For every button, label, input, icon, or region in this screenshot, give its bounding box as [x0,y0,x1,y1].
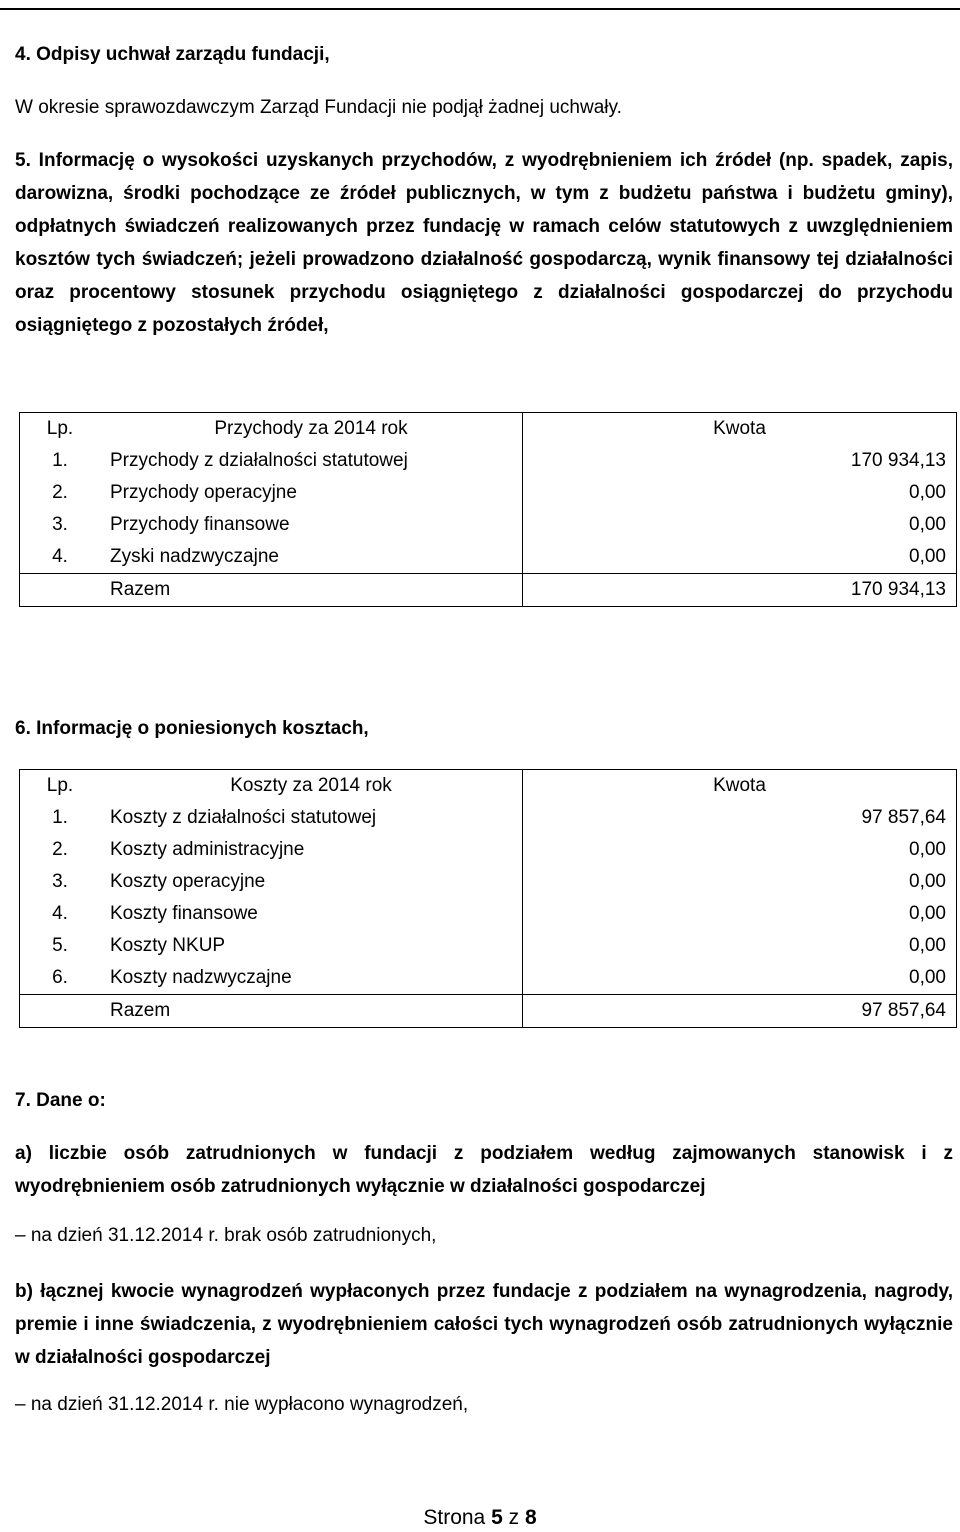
row-lp: 5. [20,930,101,962]
row-lp: 4. [20,541,101,574]
row-amount: 0,00 [523,898,957,930]
section-7b-answer: – na dzień 31.12.2014 r. nie wypłacono wynagrodzeń, [15,1394,469,1415]
table-row [20,541,957,574]
row-amount: 0,00 [523,477,957,509]
row-amount: 0,00 [523,962,957,995]
section-7-heading: 7. Dane o: [15,1090,106,1111]
total-label: Razem [100,995,523,1028]
row-lp: 2. [20,477,101,509]
page-footer [0,1506,960,1530]
row-name: Przychody finansowe [110,514,290,535]
row-name: Koszty NKUP [110,935,226,956]
footer-mid: z [502,1506,525,1529]
revenue-table [19,412,957,607]
table-header-row [20,770,957,803]
section-7a-text: a) liczbie osób zatrudnionych w fundacji z podziałem według zajmowanych stanowisk i z wyodrębnieniem osób zatrudnionych wyłącznie w działalności gospodarczej [15,1143,953,1197]
row-amount: 0,00 [523,930,957,962]
row-lp: 3. [20,866,101,898]
table-header-row [20,413,957,446]
row-lp: 1. [20,802,101,834]
row-amount: 0,00 [523,541,957,574]
section-5-heading: 5. Informację o wysokości uzyskanych przychodów, z wyodrębnieniem ich źródeł (np. spadek, zapis, darowizna, środki pochodzące ze źródeł publicznych, w tym z budżetu państwa i budżetu gminy), odpłatnych świadczeń realizowanych przez fundację w ramach celów statutowych z uwzględnieniem kosztów tych świadczeń; jeżeli prowadzono działalność gospodarczą, wynik finansowy tej działalności oraz procentowy stosunek przychodu osiągniętego z działalności gospodarczej do przychodu osiągniętego z pozostałych źródeł, [15,150,953,336]
header-lp: Lp. [20,770,101,803]
row-amount: 0,00 [523,834,957,866]
table-row [20,802,957,834]
top-rule [0,8,960,10]
table-row [20,509,957,541]
table-row [20,477,957,509]
row-lp: 4. [20,898,101,930]
row-name: Koszty z działalności statutowej [110,807,377,828]
table-row [20,898,957,930]
total-amount: 97 857,64 [523,995,957,1028]
footer-prefix: Strona [423,1506,492,1529]
table-row [20,866,957,898]
row-amount: 0,00 [523,509,957,541]
row-name: Przychody z działalności statutowej [110,450,408,471]
row-name: Przychody operacyjne [110,482,297,503]
header-name: Przychody za 2014 rok [100,413,523,446]
table-total-row [20,574,957,607]
header-amount: Kwota [523,770,957,803]
total-amount: 170 934,13 [523,574,957,607]
row-lp: 1. [20,445,101,477]
table-row [20,962,957,995]
header-lp: Lp. [20,413,101,446]
row-lp: 3. [20,509,101,541]
costs-table [19,769,957,1028]
header-amount: Kwota [523,413,957,446]
section-4-heading: 4. Odpisy uchwał zarządu fundacji, [15,44,330,65]
row-amount: 97 857,64 [523,802,957,834]
table-total-row [20,995,957,1028]
footer-page-total: 8 [524,1506,537,1529]
row-lp: 2. [20,834,101,866]
table-row [20,834,957,866]
total-lp [20,995,101,1028]
table-row [20,445,957,477]
total-lp [20,574,101,607]
row-name: Zyski nadzwyczajne [110,546,279,567]
row-lp: 6. [20,962,101,995]
total-label: Razem [100,574,523,607]
header-name: Koszty za 2014 rok [100,770,523,803]
section-7a-answer: – na dzień 31.12.2014 r. brak osób zatrudnionych, [15,1225,437,1246]
section-4-text: W okresie sprawozdawczym Zarząd Fundacji nie podjął żadnej uchwały. [15,97,622,118]
row-amount: 0,00 [523,866,957,898]
footer-page-number: 5 [491,1506,503,1529]
section-6-heading: 6. Informację o poniesionych kosztach, [15,718,369,739]
row-name: Koszty nadzwyczajne [110,967,292,988]
row-name: Koszty finansowe [110,903,258,924]
row-name: Koszty administracyjne [110,839,305,860]
table-row [20,930,957,962]
row-amount: 170 934,13 [523,445,957,477]
section-7b-text: b) łącznej kwocie wynagrodzeń wypłaconych przez fundacje z podziałem na wynagrodzenia, nagrody, premie i inne świadczenia, z wyodrębnieniem całości tych wynagrodzeń osób zatrudnionych wyłącznie w działalności gospodarczej [15,1281,953,1368]
row-name: Koszty operacyjne [110,871,266,892]
